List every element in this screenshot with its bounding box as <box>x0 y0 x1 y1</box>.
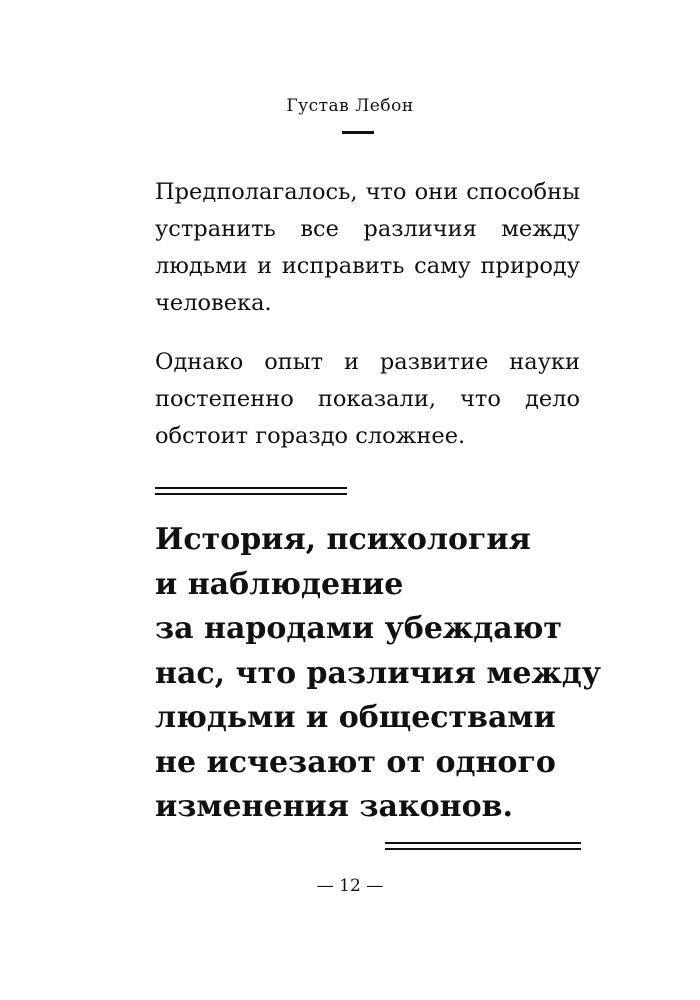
pull-quote-line: История, психология <box>155 522 531 557</box>
pull-quote-line: людьми и обществами <box>155 700 556 735</box>
page-number: — 12 — <box>316 876 384 896</box>
double-rule-bottom <box>385 842 581 850</box>
pull-quote-line: и наблюдение <box>155 566 404 602</box>
pull-quote-line: изменения законов. <box>155 789 513 824</box>
pull-quote <box>155 518 601 830</box>
pull-quote-line: за народами убеждают <box>155 611 562 646</box>
running-header: Густав Лебон <box>286 96 414 116</box>
double-rule-top <box>155 487 347 495</box>
paragraph: Предполагалось, что они способны устранить все различия между людьми и исправить саму природу человека. <box>155 179 580 316</box>
header-dash-ornament <box>342 131 374 134</box>
pull-quote-line: нас, что различия между <box>155 655 601 691</box>
pull-quote-line: не исчезают от одного <box>155 744 556 780</box>
paragraph: Однако опыт и развитие науки постепенно показали, что дело обстоит гораздо сложнее. <box>155 349 580 449</box>
